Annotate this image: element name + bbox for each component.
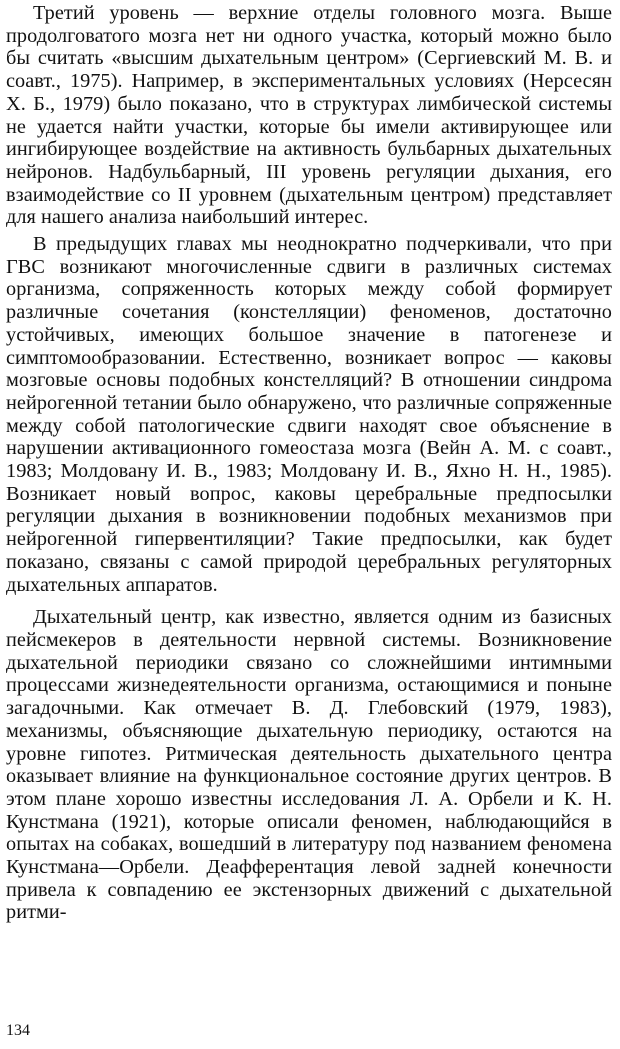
page-text (6, 2, 612, 924)
paragraph-3: Дыхательный центр, как известно, является одним из базисных пейсмекеров в деятельности нервной системы. Возникновение дыхательной периодики связано со сложнейшими интимными процессами жизнедеятельности организма, остающимися и поныне загадочными. Как отмечает В. Д. Глебовский (1979, 1983), механизмы, объясняющие дыхательную периодику, остаются на уровне гипотез. Ритмическая деятельность дыхательного центра оказывает влияние на функциональное состояние других центров. В этом плане хорошо известны исследования Л. А. Орбели и К. Н. Кунстмана (1921), которые описали феномен, наблюдающийся в опытах на собаках, вошедший в литературу под названием феномена Кунстмана—Орбели. Деафферентация левой задней конечности привела к совпадению ее экстензорных движений с дыхательной ритми- (6, 606, 612, 924)
page-number: 134 (6, 1022, 30, 1039)
paragraph-2: В предыдущих главах мы неоднократно подчеркивали, что при ГВС возникают многочисленные сдвиги в различных системах организма, сопряженность которых между собой формирует различные сочетания (констелляции) феноменов, достаточно устойчивых, имеющих большое значение в патогенезе и симптомообразовании. Естественно, возникает вопрос — каковы мозговые основы подобных констелляций? В отношении синдрома нейрогенной тетании было обнаружено, что различные сопряженные между собой патологические сдвиги находят свое объяснение в нарушении активационного гомеостаза мозга (Вейн А. М. с соавт., 1983; Молдовану И. В., 1983; Молдовану И. В., Яхно Н. Н., 1985). Возникает новый вопрос, каковы церебральные предпосылки регуляции дыхания в возникновении подобных механизмов при нейрогенной гипервентиляции? Такие предпосылки, как будет показано, связаны с самой природой церебральных регуляторных дыхательных аппаратов. (6, 233, 612, 596)
paragraph-1: Третий уровень — верхние отделы головного мозга. Выше продолговатого мозга нет ни одного участка, который можно было бы считать «высшим дыхательным центром» (Сергиевский М. В. и соавт., 1975). Например, в экспериментальных условиях (Нерсесян Х. Б., 1979) было показано, что в структурах лимбической системы не удается найти участки, которые бы имели активирующее или ингибирующее воздействие на активность бульбарных дыхательных нейронов. Надбульбарный, III уровень регуляции дыхания, его взаимодействие со II уровнем (дыхательным центром) представляет для нашего анализа наибольший интерес. (6, 2, 612, 229)
